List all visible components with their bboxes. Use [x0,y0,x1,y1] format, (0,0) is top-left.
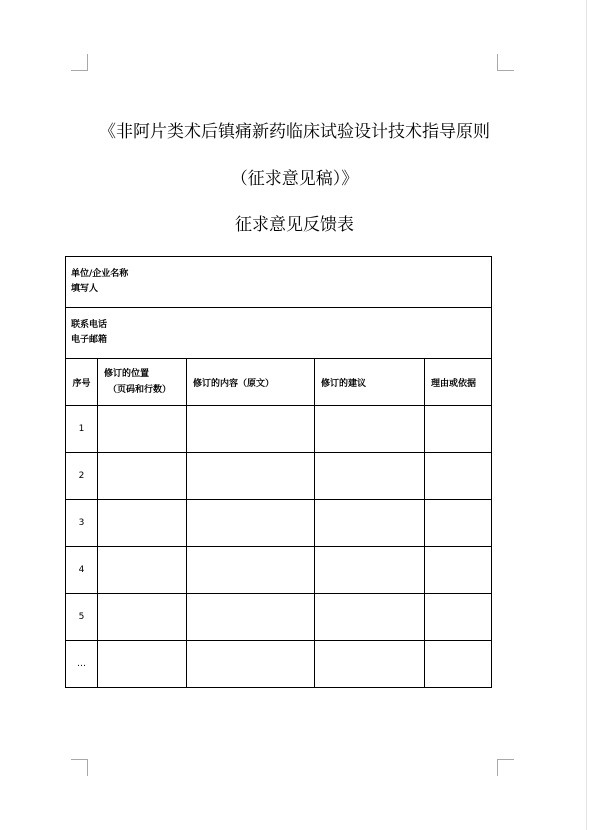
table-row [66,453,492,500]
row-number: 3 [66,500,98,547]
reason-cell[interactable] [425,594,492,641]
location-cell[interactable] [98,453,187,500]
margin-mark-bottom-right [497,759,514,776]
reason-cell[interactable] [425,453,492,500]
header-location [98,359,187,406]
location-cell[interactable] [98,500,187,547]
header-location-sub: （页码和行数） [108,385,172,395]
content-cell[interactable] [187,500,315,547]
location-cell[interactable] [98,406,187,453]
table-row [66,594,492,641]
suggestion-cell[interactable] [315,453,425,500]
suggestion-cell[interactable] [315,594,425,641]
margin-mark-top-right [497,54,514,71]
feedback-form-table [65,256,492,688]
reason-cell[interactable] [425,500,492,547]
email-label: 电子邮箱 [71,335,108,345]
location-cell[interactable] [98,594,187,641]
row-number: 4 [66,547,98,594]
suggestion-cell[interactable] [315,500,425,547]
table-row [66,547,492,594]
document-subtitle: 征求意见反馈表 [235,215,354,235]
content-cell[interactable] [187,453,315,500]
header-content: 修订的内容（原文） [187,359,315,406]
header-suggestion: 修订的建议 [315,359,425,406]
location-cell[interactable] [98,641,187,688]
table-header-row [66,359,492,406]
margin-mark-bottom-left [71,759,88,776]
reason-cell[interactable] [425,406,492,453]
phone-label: 联系电话 [71,320,108,330]
info-row-contact [66,308,492,359]
row-number: 5 [66,594,98,641]
table-row [66,500,492,547]
table-row [66,406,492,453]
location-cell[interactable] [98,547,187,594]
contact-info-cell[interactable] [66,308,492,359]
row-number: … [66,641,98,688]
unit-label: 单位/企业名称 [71,269,129,279]
filler-label: 填写人 [71,284,99,294]
document-title: 《非阿片类术后镇痛新药临床试验设计技术指导原则 [99,122,490,142]
content-cell[interactable] [187,641,315,688]
suggestion-cell[interactable] [315,406,425,453]
row-number: 2 [66,453,98,500]
content-cell[interactable] [187,594,315,641]
suggestion-cell[interactable] [315,547,425,594]
suggestion-cell[interactable] [315,641,425,688]
table-row [66,641,492,688]
header-location-label: 修订的位置 [104,369,150,379]
content-cell[interactable] [187,547,315,594]
row-number: 1 [66,406,98,453]
reason-cell[interactable] [425,547,492,594]
header-reason: 理由或依据 [425,359,492,406]
margin-mark-top-left [71,54,88,71]
document-title-draft-note: （征求意见稿）》 [230,169,359,189]
header-no: 序号 [66,359,98,406]
organization-info-cell[interactable] [66,257,492,308]
info-row-organization [66,257,492,308]
reason-cell[interactable] [425,641,492,688]
content-cell[interactable] [187,406,315,453]
